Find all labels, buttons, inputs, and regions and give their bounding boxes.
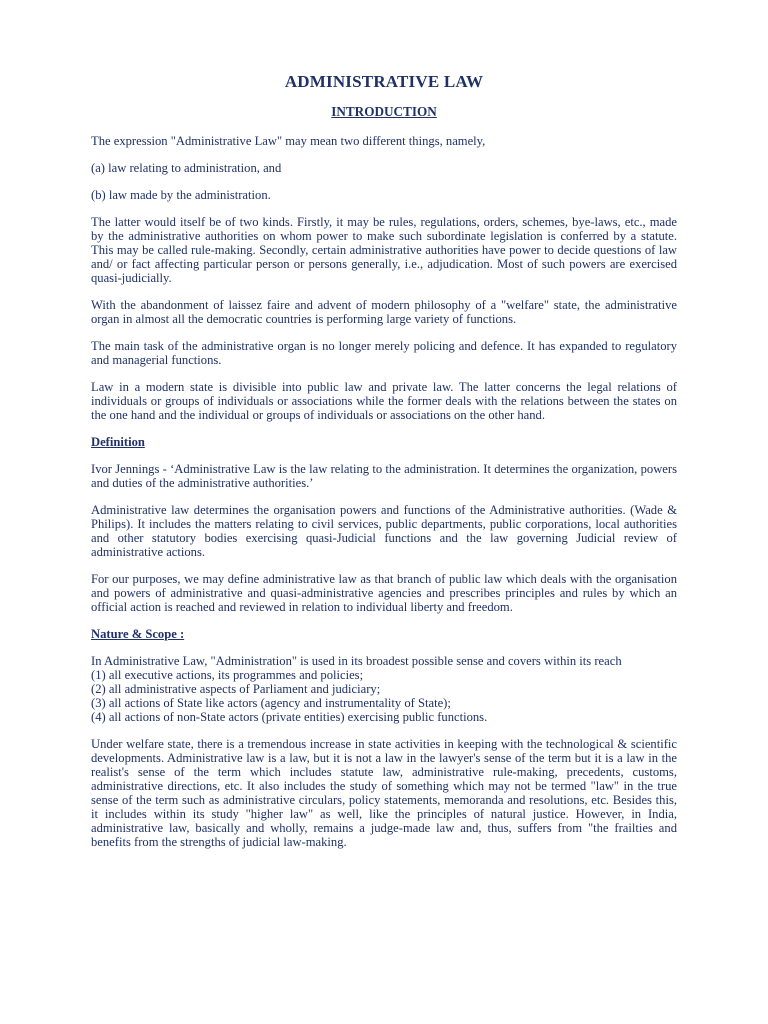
scope-list-item: (2) all administrative aspects of Parliament and judiciary; xyxy=(91,682,381,696)
nature-scope-lead: In Administrative Law, "Administration" is used in its broadest possible sense and covers within its reach xyxy=(91,654,622,668)
intro-paragraph-welfare-state: With the abandonment of laissez faire and advent of modern philosophy of a "welfare" state, the administrative organ in almost all the democratic countries is performing large variety of functions. xyxy=(91,298,677,326)
intro-paragraph-two-kinds: The latter would itself be of two kinds. Firstly, it may be rules, regulations, orders, schemes, bye-laws, etc., made by the administrative authorities on whom power to make such subordinate legislation is conferred by a statute. This may be called rule-making. Secondly, certain administrative authorities have power to decide questions of law and/ or fact affecting particular person or persons generally, i.e., adjudication. Most of such powers are exercised quasi-judicially. xyxy=(91,215,677,285)
nature-scope-closing-paragraph: Under welfare state, there is a tremendous increase in state activities in keeping with the technological & scientific developments. Administrative law is a law, but it is not a law in the lawyer's sense of the term but it is a law in the realist's sense of the term which includes statute law, administrative rule-making, precedents, customs, administrative directions, etc. It also includes the study of something which may not be termed "law" in the true sense of the term such as administrative circulars, policy statements, memoranda and resolutions, etc. Besides this, it includes within its study "higher law" as well, like the principles of natural justice. However, in India, administrative law, basically and wholly, remains a judge-made law and, thus, suffers from "the frailties and benefits from the strengths of judicial law-making. xyxy=(91,737,677,849)
scope-list-item: (1) all executive actions, its programmes and policies; xyxy=(91,668,364,682)
definition-paragraph-jennings: Ivor Jennings - ‘Administrative Law is the law relating to the administration. It determines the organization, powers and duties of the administrative authorities.’ xyxy=(91,462,677,490)
nature-scope-heading: Nature & Scope : xyxy=(91,627,185,641)
definition-heading: Definition xyxy=(91,435,145,449)
scope-list-item: (4) all actions of non-State actors (private entities) exercising public functions. xyxy=(91,710,488,724)
definition-paragraph-our-purposes: For our purposes, we may define administrative law as that branch of public law which deals with the organisation and powers of administrative and quasi-administrative agencies and prescribes principles and rules by which an official action is reached and reviewed in relation to individual liberty and freedom. xyxy=(91,572,677,614)
document-title: ADMINISTRATIVE LAW xyxy=(284,72,484,91)
definition-paragraph-wade-philips: Administrative law determines the organisation powers and functions of the Administrative authorities. (Wade & Philips). It includes the matters relating to civil services, public departments, public corporations, local authorities and other statutory bodies exercising quasi-Judicial functions and the law governing Judicial review of administrative actions. xyxy=(91,503,677,559)
intro-item-b: (b) law made by the administration. xyxy=(91,188,271,202)
intro-paragraph-public-private-law: Law in a modern state is divisible into public law and private law. The latter concerns the legal relations of individuals or groups of individuals or associations while the former deals with the relations between the states on the one hand and the individual or groups of individuals or associations on the other hand. xyxy=(91,380,677,422)
scope-list-item: (3) all actions of State like actors (agency and instrumentality of State); xyxy=(91,696,451,710)
intro-paragraph-expression: The expression "Administrative Law" may mean two different things, namely, xyxy=(91,134,486,148)
intro-paragraph-main-task: The main task of the administrative organ is no longer merely policing and defence. It has expanded to regulatory and managerial functions. xyxy=(91,339,677,367)
introduction-heading: INTRODUCTION xyxy=(331,104,437,119)
intro-item-a: (a) law relating to administration, and xyxy=(91,161,282,175)
